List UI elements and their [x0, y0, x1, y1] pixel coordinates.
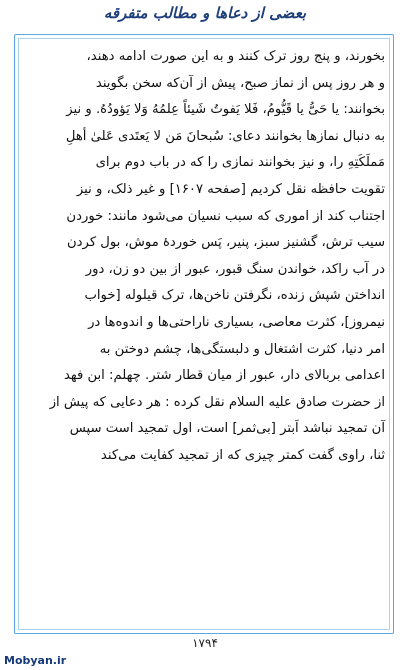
- page-title: بعضی از دعاها و مطالب متفرقه: [103, 4, 307, 22]
- text-line: مَملَکَتِهِ را، و نیز بخوانند نمازی را که در باب دوم برای: [95, 155, 385, 171]
- text-line: از حضرت صادق علیه السلام نقل کرده : هر دعایی که پیش از: [49, 394, 385, 410]
- text-line: در آب راکد، خواندن سنگ قبور، عبور از بین دو زن، دور: [85, 261, 385, 277]
- text-line: امر دنیا، کثرت اشتغال و دلبستگی‌ها، چشم دوختن به: [99, 341, 385, 357]
- page-number: ۱۷۹۴: [192, 636, 218, 650]
- text-line: انداختن شپش زنده، نگرفتن ناخن‌ها، ترک قیلوله [خواب: [84, 288, 385, 304]
- text-line: بخورند، و پنج روز ترک کنند و به این صورت ادامه دهند،: [86, 49, 385, 64]
- text-line: نیمروز]، کثرت معاصی، بسیاری ناراحتی‌ها و اندوه‌ها در: [88, 314, 385, 330]
- watermark-link[interactable]: Mobyan.ir: [4, 654, 67, 667]
- text-line: به دنبال نمازها بخوانند دعای: سُبحانَ مَن لا یَعتَدی عَلیٰ أهلِ: [65, 128, 385, 144]
- text-line: ثنا، راوی گفت کمتر چیزی که از تمجید کفایت می‌کند: [100, 447, 385, 463]
- text-line: تقویت حافظه نقل کردیم [صفحه ۱۶۰۷] و غیر ذلک، و نیز: [76, 181, 385, 197]
- text-line: بخوانند: یا حَیُّ یا قَیُّومُ، فَلا یَفوتُ شَیئاً عِلمُهُ وَلا یَؤودُهُ. و نیز: [66, 102, 385, 118]
- text-line: سیب ترش، گشنیز سبز، پنیر، پَس خوردهٔ موش، بول کردن: [66, 235, 385, 251]
- text-line: آن تمجید نباشد اَبتر [بی‌ثمر] است، اول تمجید است سپس: [69, 421, 385, 437]
- text-line: اجتناب کند از اموری که سبب نسیان می‌شود مانند: خوردن: [66, 208, 385, 224]
- text-line: و هر روز پس از نماز صبح، پیش از آن‌که سخن بگویند: [95, 75, 385, 91]
- text-line: اعدامی بربالای دار، عبور از میان قطار شتر. چهلم: ابن فهد: [63, 368, 385, 384]
- page-header: [0, 0, 410, 34]
- body-text: [25, 44, 385, 470]
